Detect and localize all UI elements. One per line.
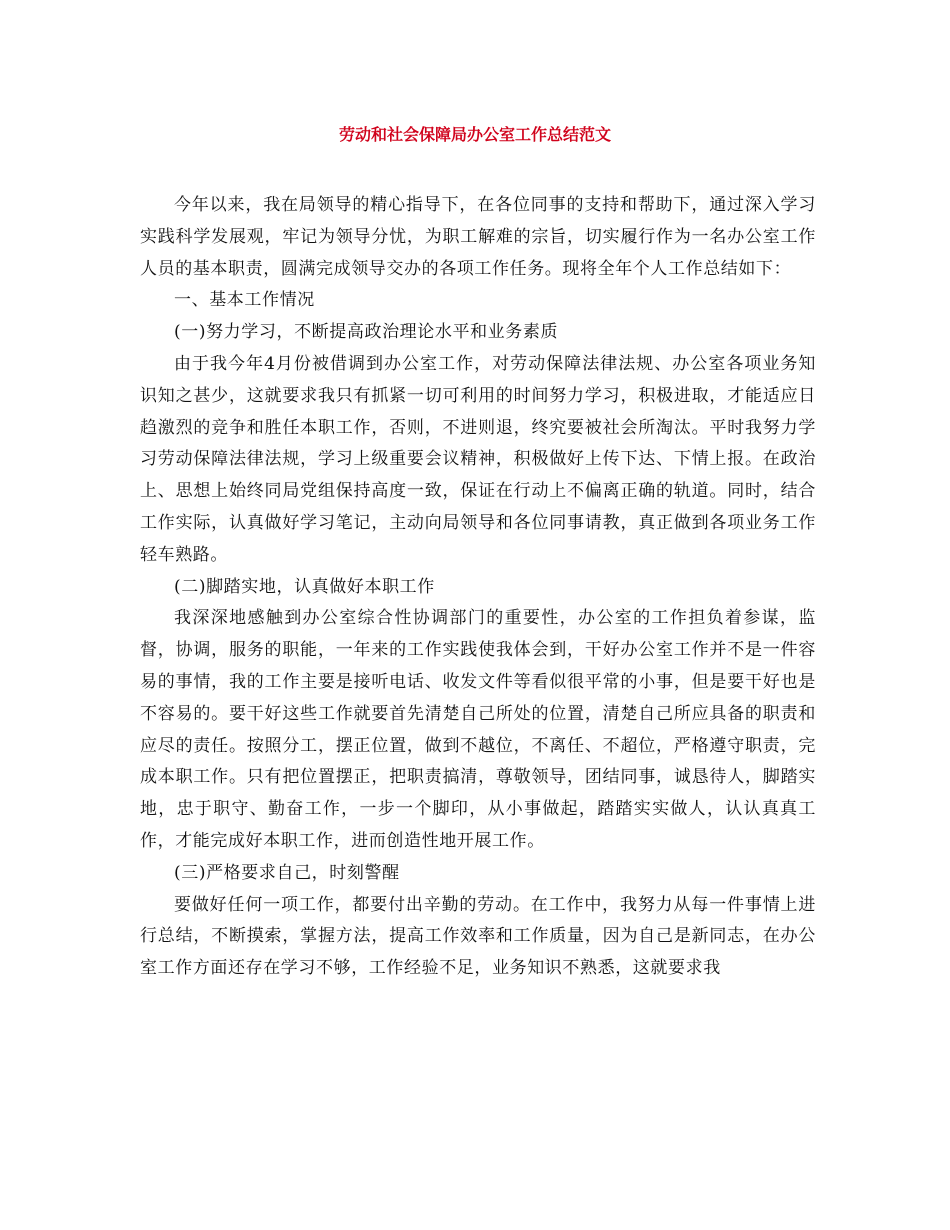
document-title: 劳动和社会保障局办公室工作总结范文 [338,125,611,144]
subsection-heading-study: (一)努力学习，不断提高政治理论水平和业务素质 [174,322,559,343]
duty-paragraph: 我深深地感触到办公室综合性协调部门的重要性，办公室的工作担负着参谋，监督，协调，服务的职能，一年来的工作实践使我体会到，干好办公室工作并不是一件容易的事情，我的工作主要是接听电话、收发文件等看似很平常的小事，但是要干好也是不容易的。要干好这些工作就要首先清楚自己所处的位置，清楚自己所应具备的职责和应尽的责任。按照分工，摆正位置，做到不越位，不离任、不超位，严格遵守职责，完成本职工作。只有把位置摆正，把职责搞清，尊敬领导，团结同事，诚恳待人，脚踏实地，忠于职守、勤奋工作，一步一个脚印，从小事做起，踏踏实实做人，认认真真工作，才能完成好本职工作，进而创造性地开展工作。 [140,608,816,851]
subsection-heading-self-discipline: (三)严格要求自己，时刻警醒 [174,862,400,883]
intro-paragraph: 今年以来，我在局领导的精心指导下，在各位同事的支持和帮助下，通过深入学习实践科学发展观，牢记为领导分忧，为职工解难的宗旨，切实履行作为一名办公室工作人员的基本职责，圆满完成领导交办的各项工作任务。现将全年个人工作总结如下： [140,195,816,279]
document-body [140,190,816,985]
self-discipline-paragraph: 要做好任何一项工作，都要付出辛勤的劳动。在工作中，我努力从每一件事情上进行总结，不断摸索，掌握方法，提高工作效率和工作质量，因为自己是新同志，在办公室工作方面还存在学习不够，工作经验不足，业务知识不熟悉，这就要求我 [140,894,816,979]
study-paragraph: 由于我今年4月份被借调到办公室工作，对劳动保障法律法规、办公室各项业务知识知之甚少，这就要求我只有抓紧一切可利用的时间努力学习，积极进取，才能适应日趋激烈的竞争和胜任本职工作，否则，不进则退，终究要被社会所淘汰。平时我努力学习劳动保障法律法规，学习上级重要会议精神，积极做好上传下达、下情上报。在政治上、思想上始终同局党组保持高度一致，保证在行动上不偏离正确的轨道。同时，结合工作实际，认真做好学习笔记，主动向局领导和各位同事请教，真正做到各项业务工作轻车熟路。 [140,353,816,565]
section-heading-basic-work: 一、基本工作情况 [174,290,315,311]
subsection-heading-duty: (二)脚踏实地，认真做好本职工作 [174,576,435,597]
